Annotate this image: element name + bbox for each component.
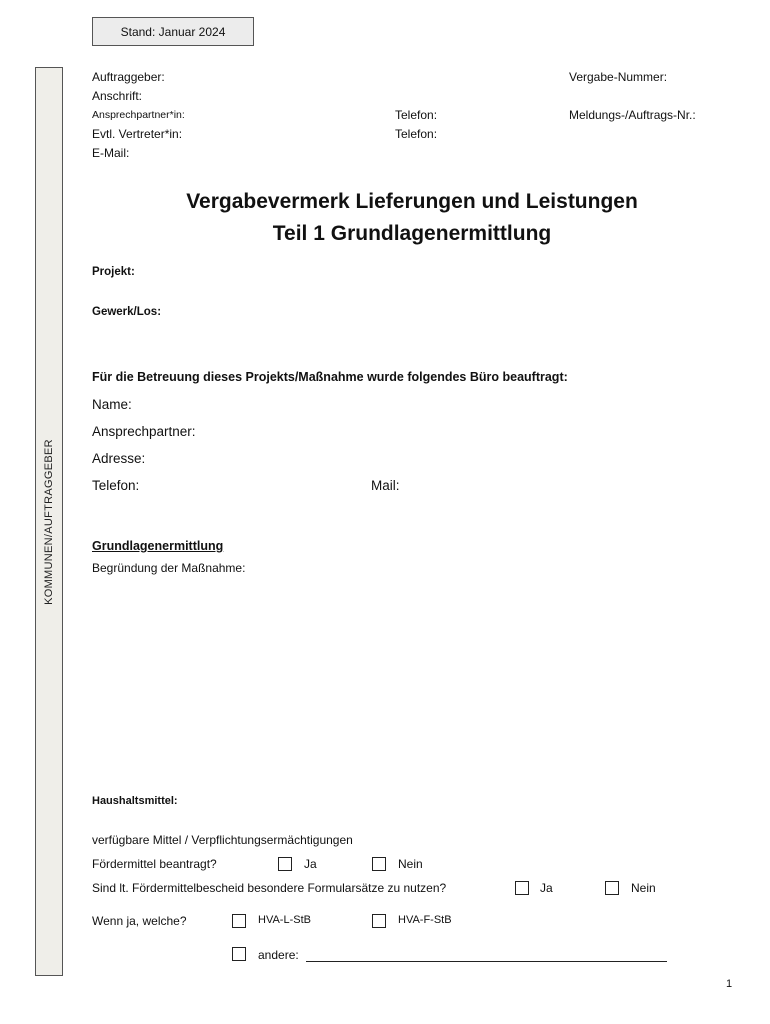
andere-checkbox[interactable] [232, 947, 246, 961]
page-number: 1 [726, 978, 733, 990]
buero-heading: Für die Betreuung dieses Projekts/Maßnahme wurde folgendes Büro beauftragt: [92, 370, 568, 384]
grundlagen-heading: Grundlagenermittlung [92, 539, 224, 553]
ansprechpartner-label: Ansprechpartner*in: [92, 109, 185, 121]
auftraggeber-label: Auftraggeber: [92, 70, 165, 84]
foerder-ja-checkbox[interactable] [278, 857, 292, 871]
meldungs-nr-label: Meldungs-/Auftrags-Nr.: [569, 108, 696, 122]
anschrift-label: Anschrift: [92, 89, 143, 103]
welche-question: Wenn ja, welche? [92, 914, 187, 928]
document-title: Vergabevermerk Lieferungen und Leistungen [186, 190, 638, 213]
formular-ja-label: Ja [540, 881, 553, 895]
formular-nein-checkbox[interactable] [605, 881, 619, 895]
hva-l-checkbox[interactable] [232, 914, 246, 928]
hva-f-label: HVA-F-StB [398, 914, 452, 926]
vertreter-label: Evtl. Vertreter*in: [92, 127, 183, 141]
stand-box: Stand: Januar 2024 [92, 17, 254, 46]
begruendung-label: Begründung der Maßnahme: [92, 561, 246, 575]
verfuegbar-label: verfügbare Mittel / Verpflichtungsermächtigungen [92, 833, 353, 847]
email-label: E-Mail: [92, 146, 130, 160]
sidebar-label: KOMMUNEN/AUFTRAGGEBER [43, 438, 55, 605]
buero-mail-label: Mail: [371, 478, 400, 493]
foerder-nein-label: Nein [398, 857, 423, 871]
formular-nein-label: Nein [631, 881, 656, 895]
andere-input-line[interactable] [306, 961, 667, 962]
hva-l-label: HVA-L-StB [258, 914, 311, 926]
telefon-label-1: Telefon: [395, 108, 438, 122]
andere-label: andere: [258, 948, 299, 962]
foerder-nein-checkbox[interactable] [372, 857, 386, 871]
telefon-label-2: Telefon: [395, 127, 438, 141]
formular-ja-checkbox[interactable] [515, 881, 529, 895]
document-subtitle: Teil 1 Grundlagenermittlung [272, 222, 552, 245]
hva-f-checkbox[interactable] [372, 914, 386, 928]
buero-ansprechpartner-label: Ansprechpartner: [92, 424, 196, 439]
foerder-question: Fördermittel beantragt? [92, 857, 217, 871]
formular-question: Sind lt. Fördermittelbescheid besondere Formularsätze zu nutzen? [92, 881, 447, 895]
sidebar-label-bar [35, 67, 63, 976]
projekt-label: Projekt: [92, 266, 135, 278]
buero-name-label: Name: [92, 397, 132, 412]
foerder-ja-label: Ja [304, 857, 317, 871]
vergabe-nummer-label: Vergabe-Nummer: [569, 70, 668, 84]
buero-adresse-label: Adresse: [92, 451, 146, 466]
gewerk-label: Gewerk/Los: [92, 306, 162, 318]
buero-telefon-label: Telefon: [92, 478, 140, 493]
haushalt-heading: Haushaltsmittel: [92, 795, 178, 807]
